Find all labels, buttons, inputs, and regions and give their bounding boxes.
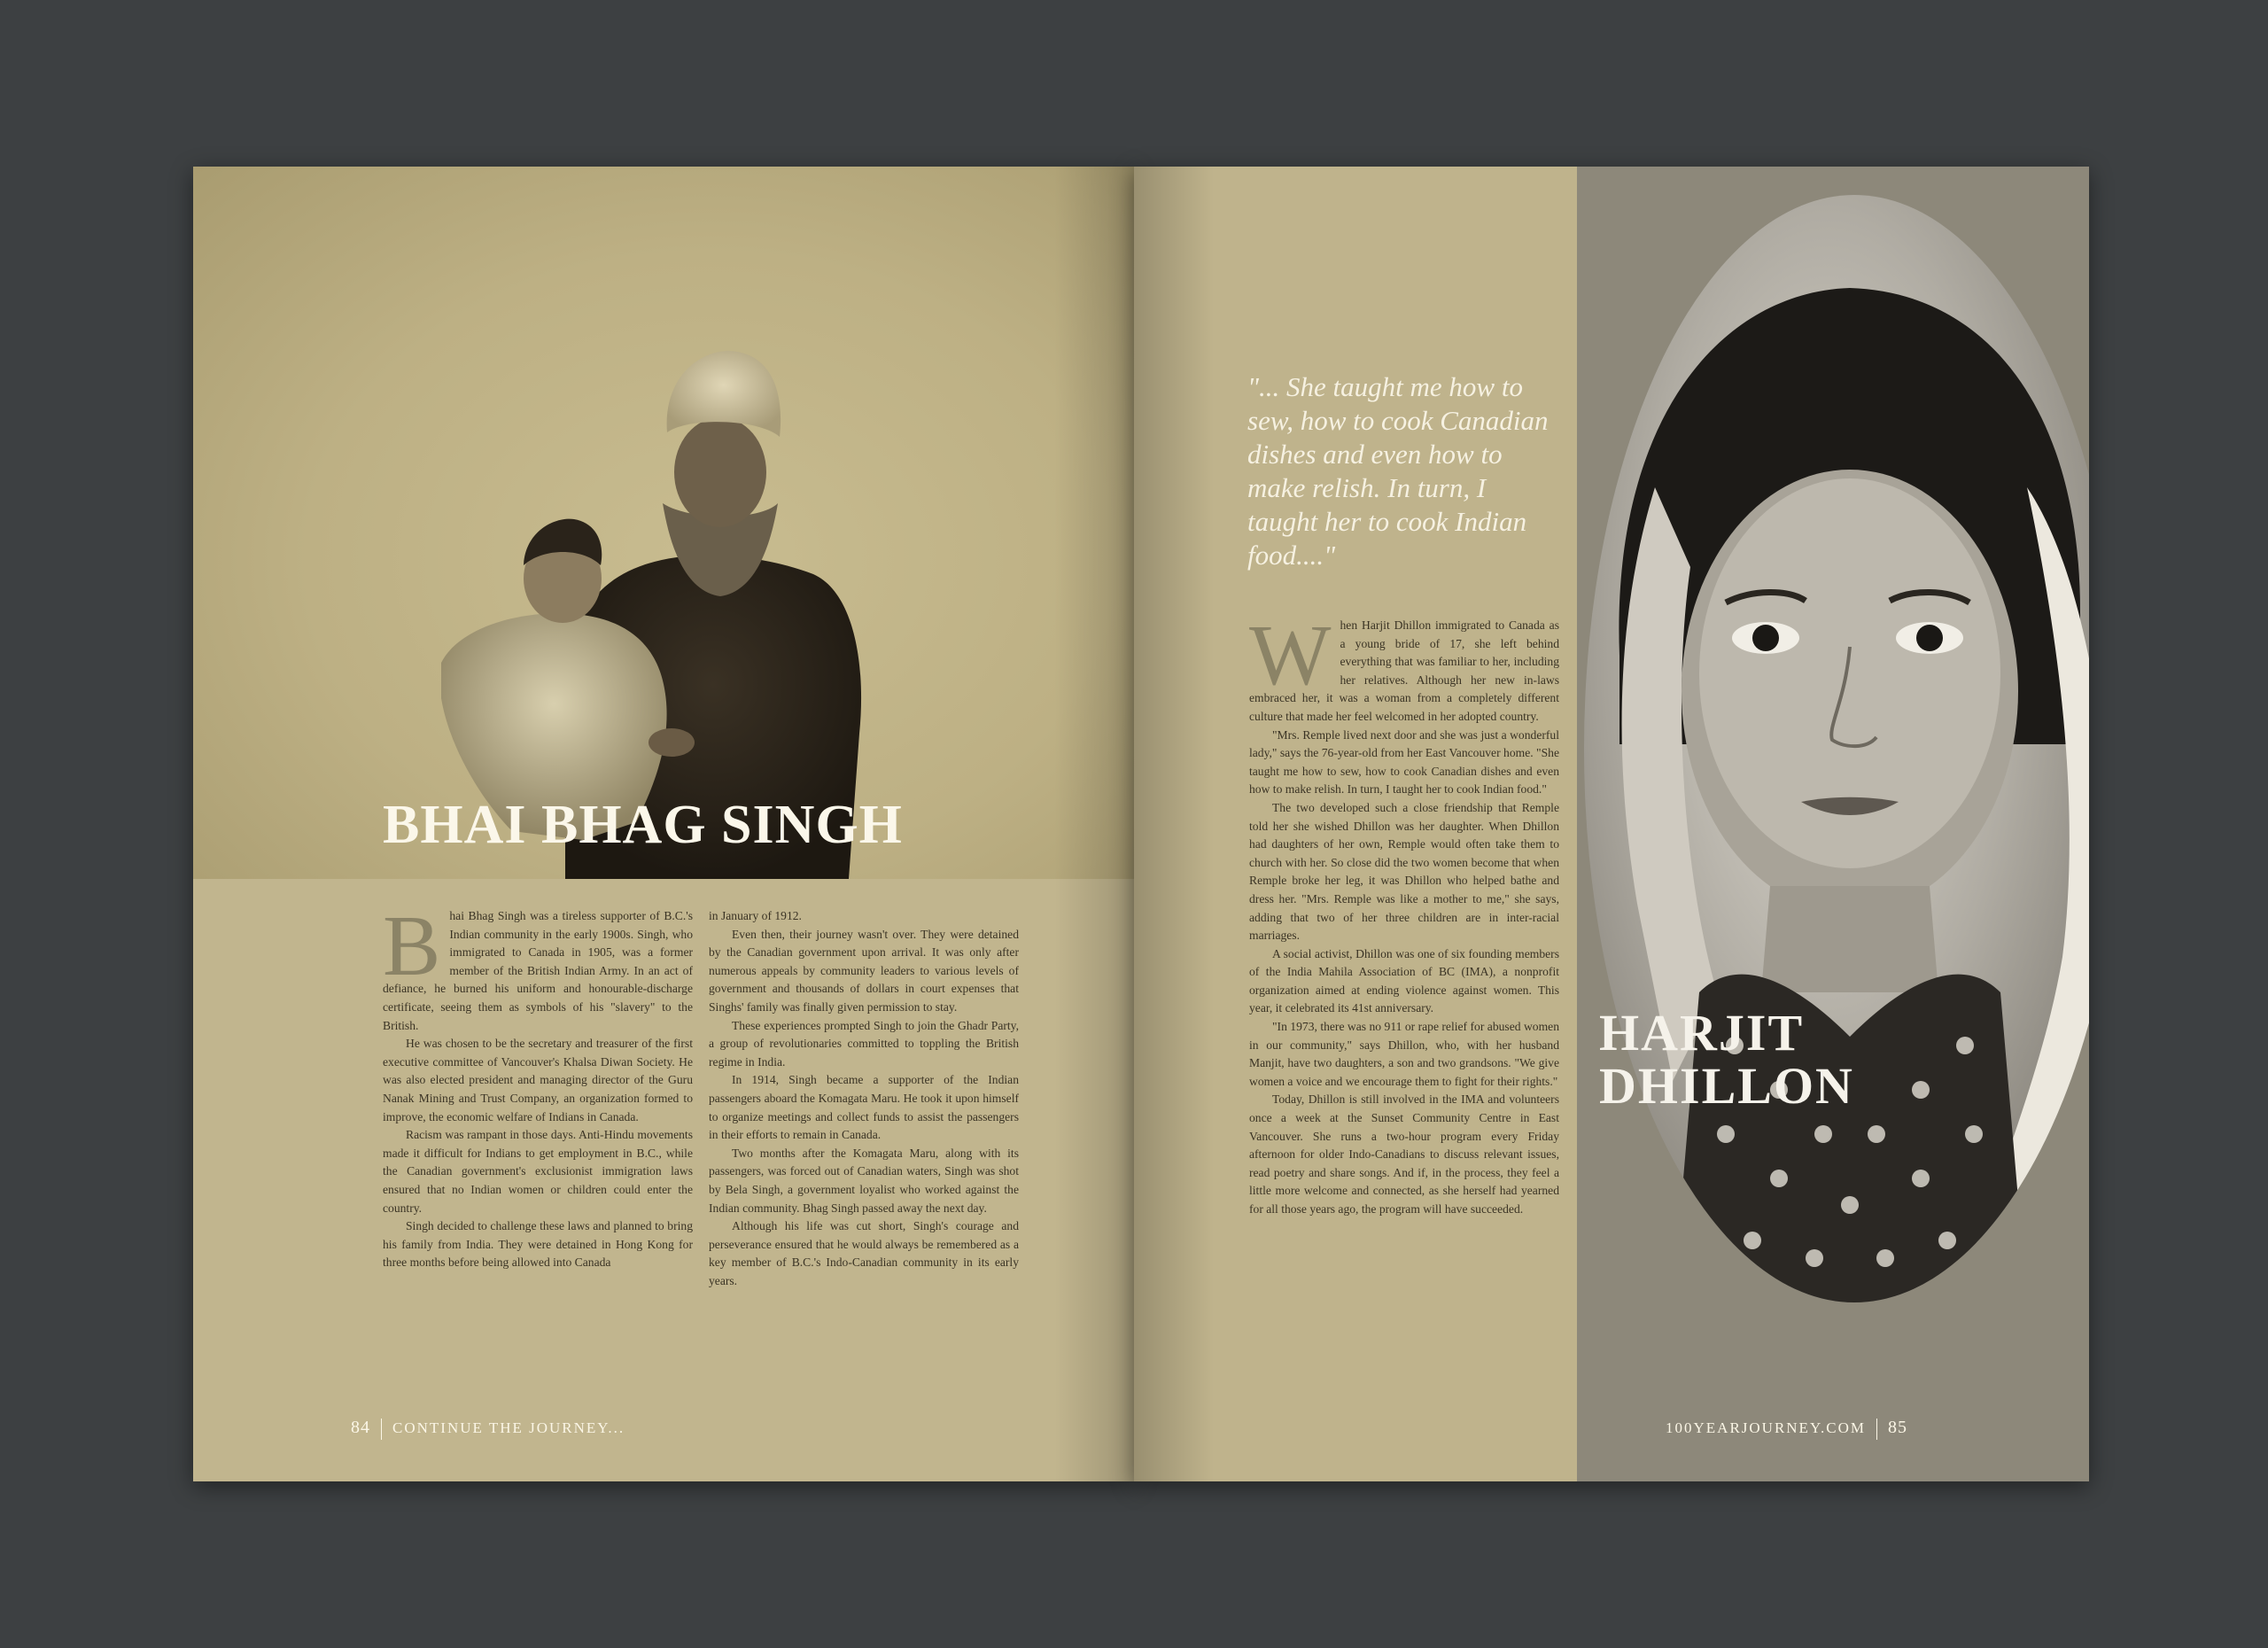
paragraph: The two developed such a close friendship that Remple told her she wished Dhillon was her daughter. When Dhillon had daughters of her own, Remple would often take them to church with her. So close did the two women become that when Remple broke her leg, it was Dhillon who helped bathe and dress her. "Mrs. Remple was like a mother to me," she says, adding that two of her three children are in inter-racial marriages. [1249, 800, 1559, 943]
paragraph: When Harjit Dhillon immigrated to Canada as a young bride of 17, she left behind everything that was familiar to her, including her relatives. Although her new in-laws embraced her, it was a woman from a completely different culture that made her feel welcomed in her adopted country. [1249, 608, 1559, 723]
page-number: 84 [351, 1418, 370, 1437]
paragraph: Bhai Bhag Singh was a tireless supporter of B.C.'s Indian community in the early 1900s. Singh, who immigrated to Canada in 1905, was a former member of the British Indian Army. In an act of defiance, he burned his uniform and honourable-discharge certificate, seeing them as symbols of his "slavery" to the British. [383, 898, 693, 1032]
folio-right [1666, 1418, 1907, 1440]
folio-divider [1876, 1419, 1877, 1440]
article-column [1249, 608, 1559, 1219]
paragraph: These experiences prompted Singh to join the Ghadr Party, a group of revolutionaries committed to toppling the British regime in India. [709, 1018, 1019, 1069]
folio-left [351, 1418, 625, 1440]
paragraph: Even then, their journey wasn't over. They were detained by the Canadian government upon arrival. It was only after numerous appeals by community leaders to various levels of government and thousands of dollars in court expenses that Singhs' family was finally given permission to stay. [709, 927, 1019, 1014]
paragraph: in January of 1912. [709, 909, 802, 922]
folio-text: CONTINUE THE JOURNEY... [392, 1419, 625, 1436]
pull-quote: "... She taught me how to sew, how to cook Canadian dishes and even how to make relish. In turn, I taught her to cook Indian food...." [1247, 371, 1549, 571]
harjit-dhillon-photo [1584, 195, 2089, 1302]
paragraph: Racism was rampant in those days. Anti-Hindu movements made it difficult for Indians to get employment in B.C., while the Canadian government's exclusionist immigration laws ensured that no Indian women or children could enter the country. [383, 1128, 693, 1215]
paragraph: Two months after the Komagata Maru, along with its passengers, was forced out of Canadian waters, Singh was shot by Bela Singh, a government loyalist who worked against the Indian community. Bhag Singh passed away the next day. [709, 1146, 1019, 1215]
drop-cap: B [383, 898, 441, 994]
left-page [193, 167, 1134, 1481]
article-column-2 [709, 907, 1019, 1290]
paragraph: He was chosen to be the secretary and treasurer of the first executive committee of Vancouver's Khalsa Diwan Society. He was also elected president and managing director of the Guru Nanak Mining and Trust Company, an organization formed to improve, the economic welfare of Indians in Canada. [383, 1037, 693, 1123]
right-page [1134, 167, 2089, 1481]
drop-cap: W [1249, 608, 1332, 704]
folio-text: 100YEARJOURNEY.COM [1666, 1419, 1867, 1436]
portrait-illustration [193, 167, 1134, 879]
page-headline [1599, 1004, 1854, 1115]
paragraph: "In 1973, there was no 911 or rape relief for abused women in our community," says Dhillon, who, with her husband Manjit, have two daughters, a son and two grandsons. "We give women a voice and we encourage them to fight for their rights." [1249, 1020, 1559, 1088]
headline-line-1: HARJIT [1599, 1004, 1805, 1061]
portrait-illustration [1584, 195, 2089, 1302]
paragraph: Today, Dhillon is still involved in the IMA and volunteers once a week at the Sunset Community Centre in East Vancouver. She runs a two-hour program every Friday afternoon for older Indo-Canadians to discuss relevant issues, read poetry and share songs. And if, in the process, they feel a little more welcome and connected, as she herself had yearned for all those years ago, the program will have succeeded. [1249, 1092, 1559, 1216]
page-number: 85 [1888, 1418, 1908, 1437]
paragraph: "Mrs. Remple lived next door and she was just a wonderful lady," says the 76-year-old from her East Vancouver home. "She taught me how to sew, how to cook Canadian dishes and even how to make relish. In turn, I taught her to cook Indian food." [1249, 727, 1559, 797]
paragraph: Although his life was cut short, Singh's courage and perseverance ensured that he would always be remembered as a key member of B.C.'s Indo-Canadian community in its early years. [709, 1219, 1019, 1287]
page-headline: BHAI BHAG SINGH [383, 795, 903, 855]
headline-line-2: DHILLON [1599, 1057, 1854, 1115]
paragraph: In 1914, Singh became a supporter of the Indian passengers aboard the Komagata Maru. He took it upon himself to organize meetings and collect funds to assist the passengers in their efforts to remain in Canada. [709, 1073, 1019, 1142]
bhai-bhag-singh-photo [193, 167, 1134, 879]
paragraph: A social activist, Dhillon was one of six founding members of the India Mahila Association of BC (IMA), a nonprofit organization aimed at ending violence against women. This year, it celebrated its 41st anniversary. [1249, 946, 1559, 1015]
article-column-1 [383, 898, 693, 1272]
folio-divider [381, 1419, 382, 1440]
spine-shadow [1134, 167, 1214, 1481]
paragraph: Singh decided to challenge these laws and planned to bring his family from India. They were detained in Hong Kong for three months before being allowed into Canada [383, 1219, 693, 1270]
